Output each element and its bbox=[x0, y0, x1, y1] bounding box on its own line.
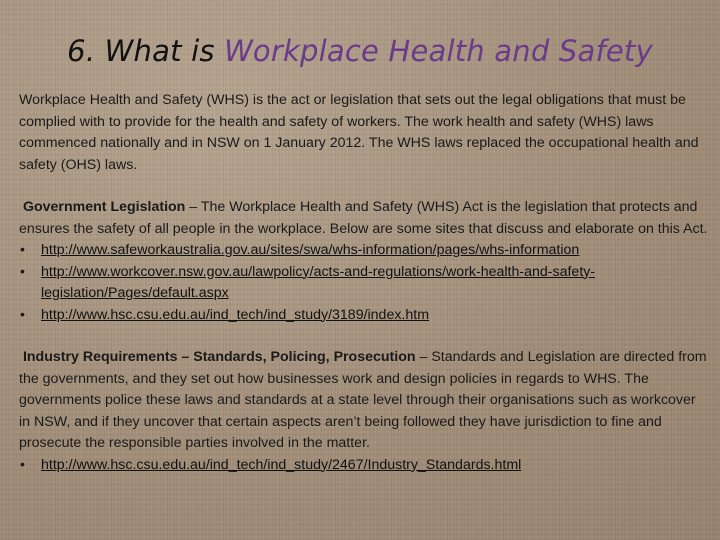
industry-paragraph bbox=[19, 347, 709, 455]
list-item bbox=[19, 262, 709, 305]
slide-content bbox=[19, 90, 709, 476]
title-number: 6. What is bbox=[67, 34, 225, 68]
spacer bbox=[19, 176, 709, 197]
link-safeworkaustralia[interactable]: http://www.safeworkaustralia.gov.au/sites/swa/whs-information/pages/whs-information bbox=[41, 242, 580, 258]
slide-title bbox=[0, 34, 720, 68]
industry-link-list bbox=[19, 455, 709, 477]
government-paragraph bbox=[19, 197, 709, 240]
intro-paragraph: Workplace Health and Safety (WHS) is the act or legislation that sets out the legal obligations that must be complied with to provide for the health and safety of workers. The work health and safety (WHS) laws commenced nationally and in NSW on 1 January 2012. The WHS laws replaced the occupational health and safety (OHS) laws. bbox=[19, 92, 699, 173]
list-item bbox=[19, 305, 709, 327]
government-heading: Government Legislation bbox=[22, 199, 186, 215]
government-text: – The Workplace Health and Safety (WHS) Act is the legislation that protects and ensures the safety of all people in the workplace. Below are some sites that discuss and elaborate on this Act. bbox=[19, 199, 708, 237]
industry-heading: Industry Requirements – Standards, Policing, Prosecution bbox=[22, 349, 416, 365]
bullet-icon: • bbox=[20, 242, 25, 258]
link-hsc-3189[interactable]: http://www.hsc.csu.edu.au/ind_tech/ind_study/3189/index.htm bbox=[41, 306, 430, 323]
spacer bbox=[19, 326, 709, 347]
government-link-list bbox=[19, 240, 709, 326]
title-accent: Workplace Health and Safety bbox=[224, 34, 653, 68]
bullet-icon: • bbox=[20, 263, 25, 280]
list-item bbox=[19, 455, 709, 477]
bullet-icon: • bbox=[20, 306, 25, 323]
link-hsc-2467[interactable]: http://www.hsc.csu.edu.au/ind_tech/ind_study/2467/Industry_Standards.html bbox=[41, 456, 522, 473]
link-workcover[interactable]: http://www.workcover.nsw.gov.au/lawpolicy/acts-and-regulations/work-health-and-safety-legislation/Pages/default.aspx bbox=[41, 263, 596, 301]
list-item bbox=[19, 240, 709, 262]
industry-text: – Standards and Legislation are directed from the governments, and they set out how businesses work and design policies in regards to WHS. The governments police these laws and standards at a state level through their organisations such as workcover in NSW, and if they uncover that certain aspects aren’t being followed they have jurisdiction to fine and prosecute the responsible parties involved in the matter. bbox=[19, 349, 707, 451]
bullet-icon: • bbox=[20, 456, 25, 473]
